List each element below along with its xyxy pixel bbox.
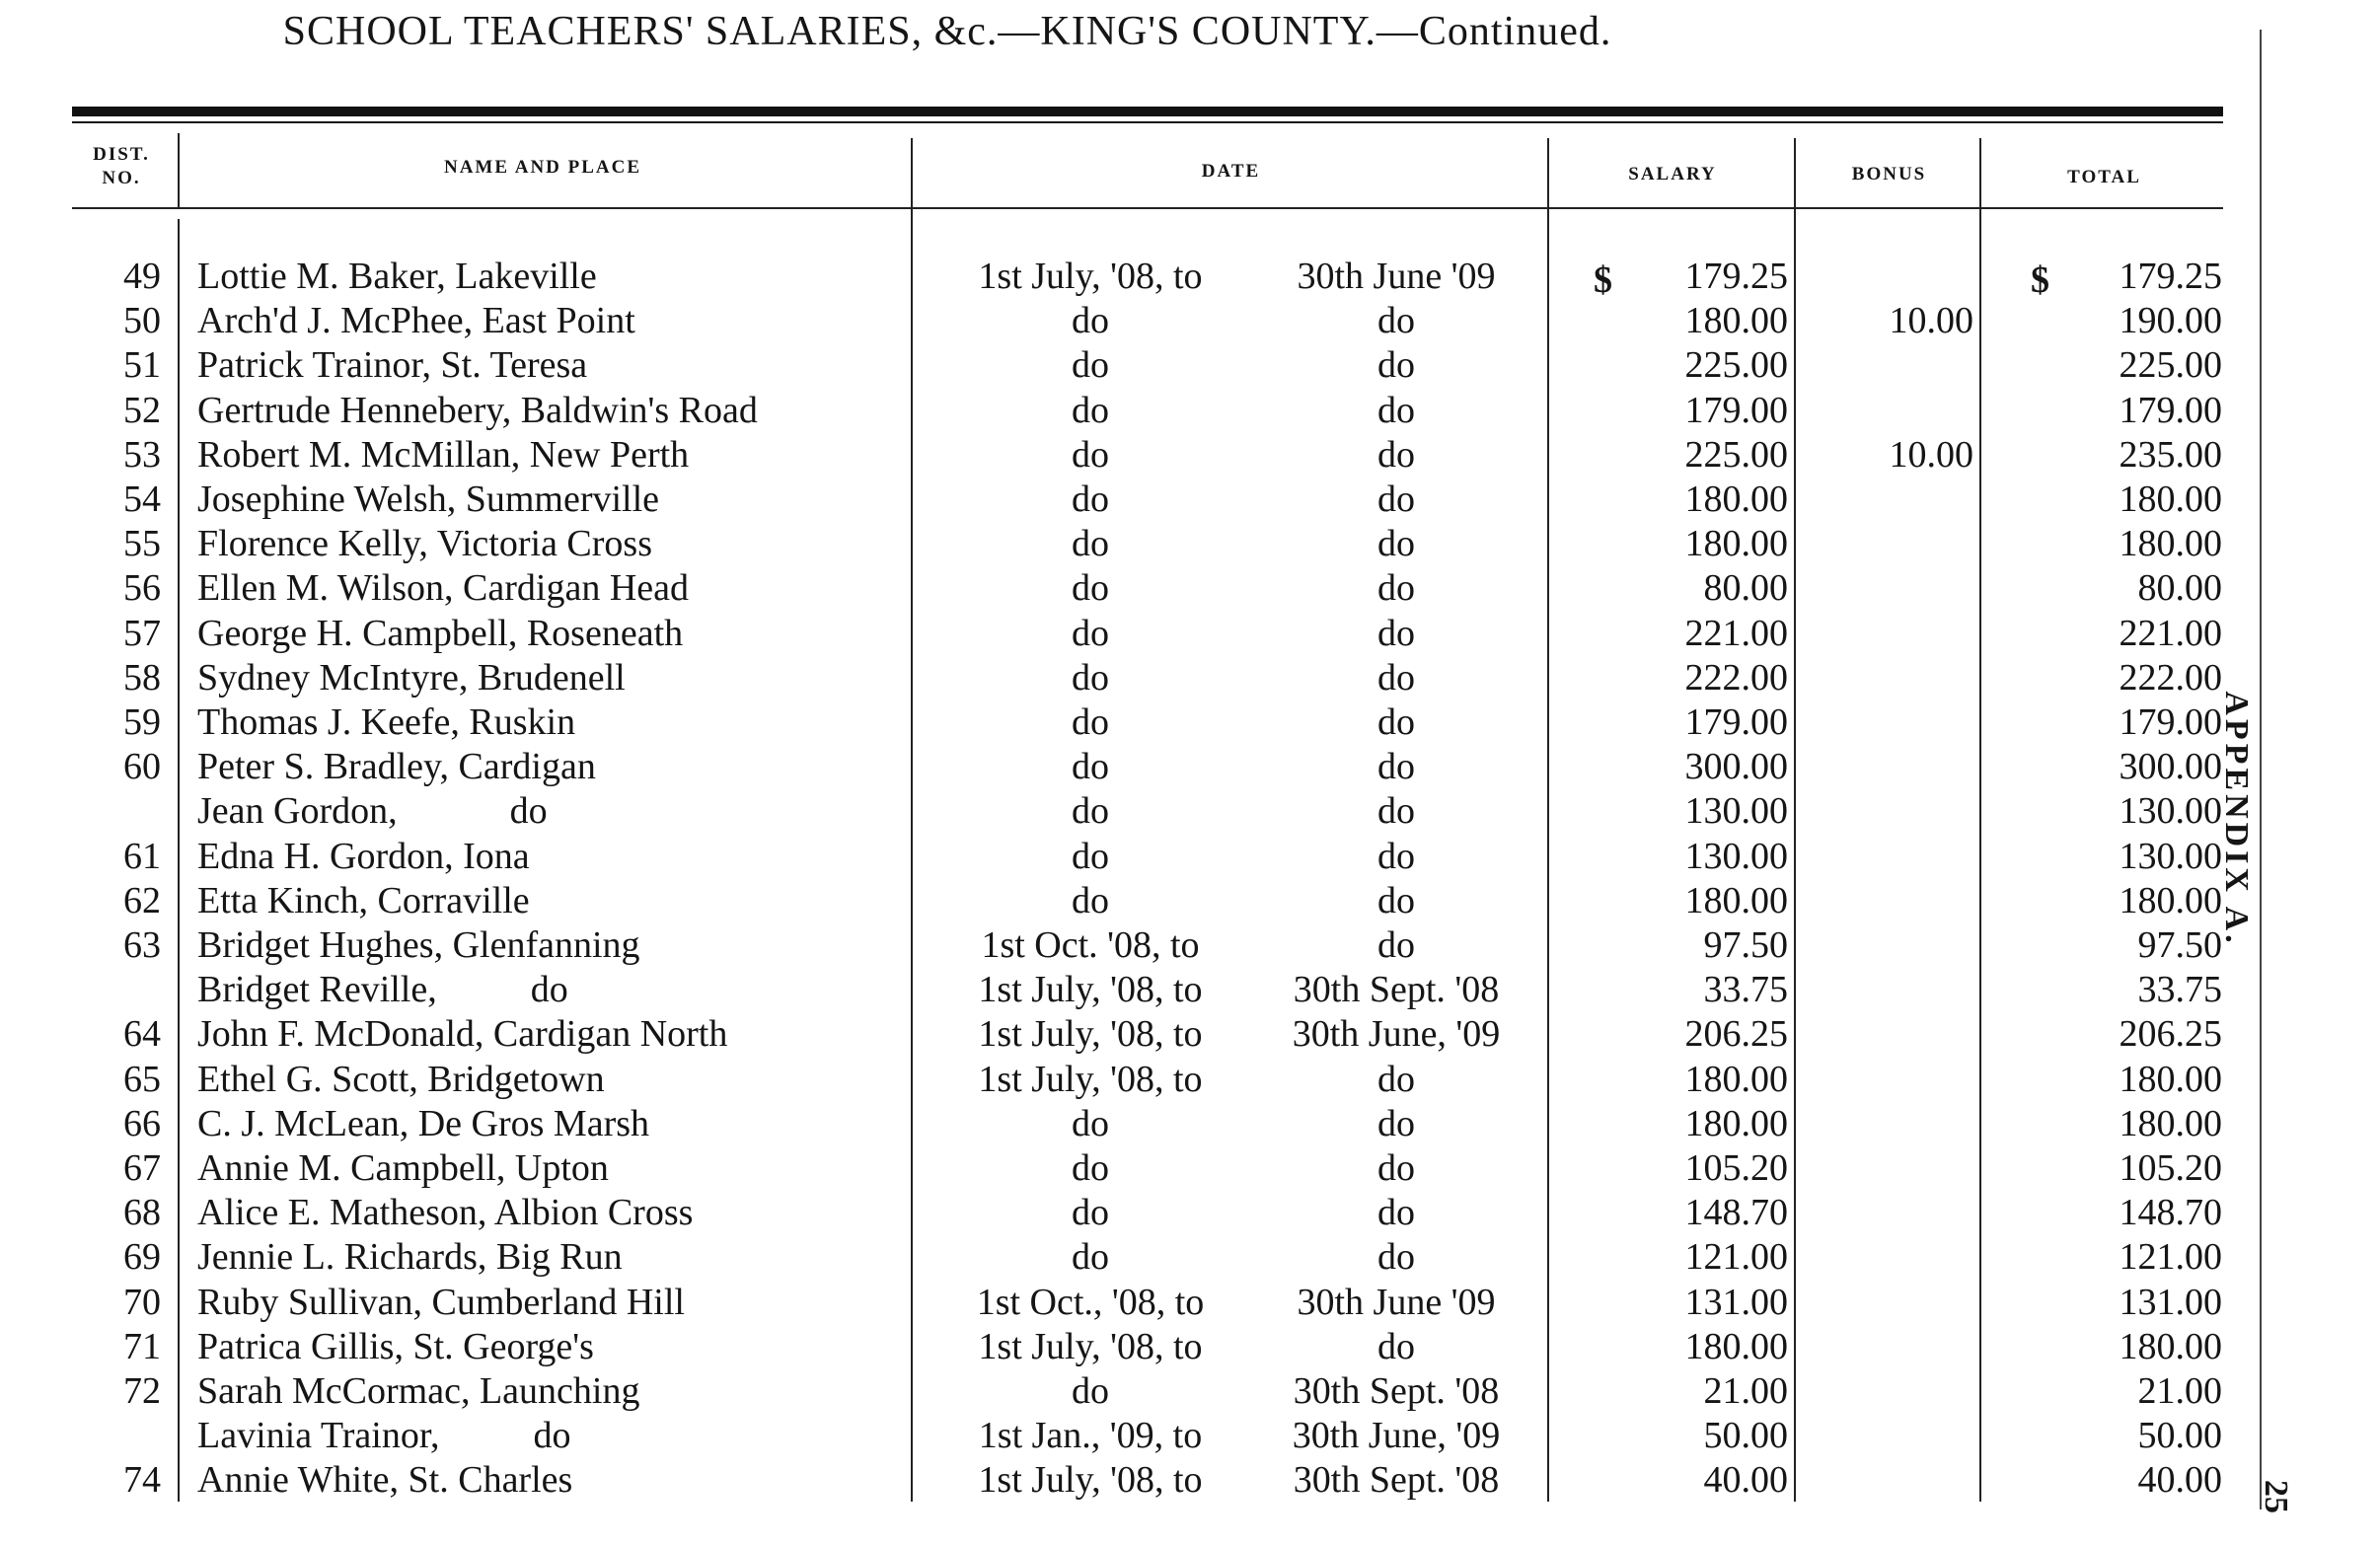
column-rule: [178, 133, 180, 207]
column-header-dist: DIST. NO.: [93, 144, 150, 188]
total-amount: 179.00: [2119, 389, 2222, 431]
table-row: [0, 1012, 2250, 1057]
table-row: [0, 923, 2250, 968]
total-amount: 225.00: [2119, 344, 2222, 387]
teacher-name-place: Lavinia Trainor, do: [197, 1415, 571, 1457]
teacher-name-place: Patrick Trainor, St. Teresa: [197, 344, 588, 387]
bonus-amount: 10.00: [1889, 300, 1973, 342]
table-row: [0, 835, 2250, 879]
teacher-name-place: Gertrude Hennebery, Baldwin's Road: [197, 389, 758, 431]
total-amount: 180.00: [2119, 478, 2222, 520]
column-header-date: DATE: [1201, 161, 1261, 182]
table-row: [0, 789, 2250, 834]
total-amount: 97.50: [2137, 924, 2222, 966]
appendix-label: APPENDIX A.: [2218, 691, 2255, 947]
total-amount: 179.25: [2119, 256, 2222, 297]
salary-amount: 300.00: [1684, 746, 1788, 788]
table-row: [0, 478, 2250, 522]
table-row: [0, 700, 2250, 745]
date-to: do: [1377, 1192, 1415, 1234]
teacher-name-place: Alice E. Matheson, Albion Cross: [197, 1192, 694, 1234]
table-row: [0, 879, 2250, 923]
salary-amount: 179.00: [1684, 701, 1788, 743]
dist-number: 60: [123, 746, 161, 788]
teacher-name-place: Sydney McIntyre, Brudenell: [197, 656, 626, 699]
dist-number: 66: [123, 1102, 161, 1144]
salary-amount: 21.00: [1703, 1370, 1788, 1412]
date-from: do: [1072, 300, 1109, 342]
teacher-name-place: Annie M. Campbell, Upton: [197, 1147, 609, 1189]
date-from: do: [1072, 433, 1109, 476]
date-from: do: [1072, 790, 1109, 833]
total-amount: 222.00: [2119, 656, 2222, 699]
total-amount: 180.00: [2119, 1058, 2222, 1100]
dist-number: 59: [123, 701, 161, 743]
dist-number: 69: [123, 1236, 161, 1279]
table-row: [0, 389, 2250, 433]
teacher-name-place: Edna H. Gordon, Iona: [197, 835, 530, 877]
date-from: 1st July, '08, to: [978, 1459, 1203, 1502]
dist-number: 52: [123, 389, 161, 431]
date-to: do: [1377, 433, 1415, 476]
header-bottom-rule: [72, 207, 2223, 209]
dist-number: 54: [123, 478, 161, 520]
teacher-name-place: Ellen M. Wilson, Cardigan Head: [197, 567, 690, 610]
date-from: 1st July, '08, to: [978, 1325, 1203, 1367]
page-title: SCHOOL TEACHERS' SALARIES, &c.—KING'S COUNTY.—Continued.: [282, 9, 1612, 54]
salary-amount: 179.25: [1684, 256, 1788, 297]
date-from: 1st July, '08, to: [978, 256, 1203, 297]
table-row: [0, 745, 2250, 789]
salary-amount: 225.00: [1684, 433, 1788, 476]
table-row: [0, 1102, 2250, 1146]
date-from: do: [1072, 478, 1109, 520]
date-from: do: [1072, 1102, 1109, 1144]
salary-amount: 180.00: [1684, 1058, 1788, 1100]
teacher-name-place: Ruby Sullivan, Cumberland Hill: [197, 1281, 685, 1323]
salary-amount: 50.00: [1703, 1415, 1788, 1457]
date-to: do: [1377, 389, 1415, 431]
date-to: do: [1377, 1236, 1415, 1279]
date-to: 30th Sept. '08: [1293, 969, 1500, 1011]
date-to: do: [1377, 924, 1415, 966]
table-row: [0, 1325, 2250, 1369]
date-from: 1st Oct., '08, to: [976, 1281, 1205, 1323]
teacher-name-place: Annie White, St. Charles: [197, 1459, 573, 1502]
dist-number: 70: [123, 1281, 161, 1323]
date-from: do: [1072, 389, 1109, 431]
date-from: 1st Oct. '08, to: [981, 924, 1200, 966]
dist-number: 63: [123, 924, 161, 966]
dist-number: 74: [123, 1459, 161, 1502]
total-amount: 235.00: [2119, 433, 2222, 476]
date-to: do: [1377, 879, 1415, 921]
total-amount: 179.00: [2119, 701, 2222, 743]
date-from: do: [1072, 879, 1109, 921]
salary-amount: 180.00: [1684, 478, 1788, 520]
total-amount: 180.00: [2119, 1102, 2222, 1144]
date-to: do: [1377, 790, 1415, 833]
total-amount: 180.00: [2119, 879, 2222, 921]
salary-amount: 130.00: [1684, 835, 1788, 877]
table-row: [0, 1058, 2250, 1102]
teacher-name-place: Peter S. Bradley, Cardigan: [197, 746, 596, 788]
bonus-amount: 10.00: [1889, 433, 1973, 476]
date-to: do: [1377, 612, 1415, 654]
date-from: do: [1072, 746, 1109, 788]
table-row: [0, 433, 2250, 478]
dist-number: 67: [123, 1147, 161, 1189]
date-to: 30th Sept. '08: [1293, 1459, 1500, 1502]
date-to: do: [1377, 1147, 1415, 1189]
table-row: [0, 255, 2250, 299]
date-to: do: [1377, 746, 1415, 788]
date-from: do: [1072, 701, 1109, 743]
salary-amount: 221.00: [1684, 612, 1788, 654]
teacher-name-place: Ethel G. Scott, Bridgetown: [197, 1058, 605, 1100]
column-header-name: NAME AND PLACE: [443, 157, 642, 178]
column-header-bonus: BONUS: [1851, 164, 1927, 184]
column-header-salary: SALARY: [1628, 164, 1717, 184]
teacher-name-place: Robert M. McMillan, New Perth: [197, 433, 690, 476]
teacher-name-place: C. J. McLean, De Gros Marsh: [197, 1102, 650, 1144]
date-to: do: [1377, 1102, 1415, 1144]
total-amount: 180.00: [2119, 1325, 2222, 1367]
table-row: [0, 656, 2250, 700]
date-from: 1st Jan., '09, to: [978, 1415, 1203, 1457]
teacher-name-place: Jean Gordon, do: [197, 790, 548, 833]
date-to: do: [1377, 478, 1415, 520]
page-edge-rule: [2260, 30, 2262, 1509]
total-amount: 190.00: [2119, 300, 2222, 342]
table-row: [0, 612, 2250, 656]
teacher-name-place: Sarah McCormac, Launching: [197, 1370, 640, 1412]
teacher-name-place: Josephine Welsh, Summerville: [197, 478, 660, 520]
table-row: [0, 1235, 2250, 1280]
teacher-name-place: Arch'd J. McPhee, East Point: [197, 300, 635, 342]
dist-number: 65: [123, 1058, 161, 1100]
date-to: do: [1377, 701, 1415, 743]
teacher-name-place: Etta Kinch, Corraville: [197, 879, 530, 921]
date-from: do: [1072, 835, 1109, 877]
salary-amount: 180.00: [1684, 879, 1788, 921]
table-row: [0, 1281, 2250, 1325]
table-row: [0, 1369, 2250, 1414]
total-amount: 206.25: [2119, 1013, 2222, 1056]
salary-amount: 80.00: [1703, 567, 1788, 610]
date-to: do: [1377, 523, 1415, 565]
total-amount: 130.00: [2119, 790, 2222, 833]
total-amount: 33.75: [2137, 969, 2222, 1011]
date-to: 30th June, '09: [1292, 1415, 1501, 1457]
salary-amount: 121.00: [1684, 1236, 1788, 1279]
date-from: 1st July, '08, to: [978, 969, 1203, 1011]
date-from: 1st July, '08, to: [978, 1013, 1203, 1056]
dist-number: 53: [123, 433, 161, 476]
date-to: do: [1377, 300, 1415, 342]
date-from: do: [1072, 612, 1109, 654]
header-thin-rule: [72, 121, 2223, 123]
total-amount: 130.00: [2119, 835, 2222, 877]
table-row: [0, 343, 2250, 388]
total-amount: 300.00: [2119, 746, 2222, 788]
total-amount: 80.00: [2137, 567, 2222, 610]
table-row: [0, 1191, 2250, 1235]
salary-amount: 179.00: [1684, 389, 1788, 431]
table-row: [0, 1414, 2250, 1458]
dist-number: 58: [123, 656, 161, 699]
date-from: do: [1072, 344, 1109, 387]
date-from: do: [1072, 1147, 1109, 1189]
date-to: do: [1377, 1058, 1415, 1100]
date-from: do: [1072, 1236, 1109, 1279]
table-row: [0, 1458, 2250, 1503]
date-from: do: [1072, 567, 1109, 610]
dist-number: 57: [123, 612, 161, 654]
dist-number: 68: [123, 1192, 161, 1234]
table-row: [0, 522, 2250, 566]
date-to: do: [1377, 344, 1415, 387]
teacher-name-place: Bridget Reville, do: [197, 969, 568, 1011]
date-to: do: [1377, 567, 1415, 610]
dist-number: 49: [123, 256, 161, 297]
date-from: do: [1072, 656, 1109, 699]
table-row: [0, 1146, 2250, 1191]
date-to: 30th Sept. '08: [1293, 1370, 1500, 1412]
salary-amount: 130.00: [1684, 790, 1788, 833]
column-header-total: TOTAL: [2067, 167, 2141, 187]
dist-number: 72: [123, 1370, 161, 1412]
date-to: 30th June '09: [1297, 1281, 1496, 1323]
table-row: [0, 566, 2250, 611]
salary-amount: 180.00: [1684, 1325, 1788, 1367]
teacher-name-place: John F. McDonald, Cardigan North: [197, 1013, 728, 1056]
dist-number: 51: [123, 344, 161, 387]
total-amount: 105.20: [2119, 1147, 2222, 1189]
page-number: 25: [2258, 1480, 2294, 1513]
table-row: [0, 968, 2250, 1012]
salary-amount: 180.00: [1684, 300, 1788, 342]
dist-number: 55: [123, 523, 161, 565]
dist-number: 71: [123, 1325, 161, 1367]
date-to: do: [1377, 656, 1415, 699]
date-to: 30th June, '09: [1292, 1013, 1501, 1056]
total-amount: 121.00: [2119, 1236, 2222, 1279]
date-to: do: [1377, 835, 1415, 877]
salary-amount: 131.00: [1684, 1281, 1788, 1323]
teacher-name-place: Thomas J. Keefe, Ruskin: [197, 701, 576, 743]
date-to: do: [1377, 1325, 1415, 1367]
currency-symbol-total: $: [2031, 259, 2049, 301]
dist-number: 62: [123, 879, 161, 921]
dist-number: 64: [123, 1013, 161, 1056]
date-from: 1st July, '08, to: [978, 1058, 1203, 1100]
total-amount: 148.70: [2119, 1192, 2222, 1234]
salary-amount: 222.00: [1684, 656, 1788, 699]
dist-number: 50: [123, 300, 161, 342]
salary-amount: 180.00: [1684, 1102, 1788, 1144]
salary-amount: 33.75: [1703, 969, 1788, 1011]
teacher-name-place: Bridget Hughes, Glenfanning: [197, 924, 640, 966]
header-thick-rule: [72, 107, 2223, 116]
total-amount: 50.00: [2137, 1415, 2222, 1457]
salary-amount: 97.50: [1703, 924, 1788, 966]
salary-amount: 105.20: [1684, 1147, 1788, 1189]
salary-amount: 225.00: [1684, 344, 1788, 387]
salary-amount: 180.00: [1684, 523, 1788, 565]
total-amount: 221.00: [2119, 612, 2222, 654]
currency-symbol-salary: $: [1594, 259, 1612, 301]
dist-number: 56: [123, 567, 161, 610]
teacher-name-place: Lottie M. Baker, Lakeville: [197, 256, 597, 297]
date-from: do: [1072, 1370, 1109, 1412]
date-from: do: [1072, 523, 1109, 565]
teacher-name-place: George H. Campbell, Roseneath: [197, 612, 684, 654]
table-row: [0, 299, 2250, 343]
teacher-name-place: Florence Kelly, Victoria Cross: [197, 523, 653, 565]
salary-amount: 40.00: [1703, 1459, 1788, 1502]
date-to: 30th June '09: [1297, 256, 1496, 297]
salary-amount: 206.25: [1684, 1013, 1788, 1056]
teacher-name-place: Patrica Gillis, St. George's: [197, 1325, 594, 1367]
teacher-name-place: Jennie L. Richards, Big Run: [197, 1236, 623, 1279]
total-amount: 21.00: [2137, 1370, 2222, 1412]
total-amount: 180.00: [2119, 523, 2222, 565]
dist-number: 61: [123, 835, 161, 877]
total-amount: 131.00: [2119, 1281, 2222, 1323]
total-amount: 40.00: [2137, 1459, 2222, 1502]
date-from: do: [1072, 1192, 1109, 1234]
salary-amount: 148.70: [1684, 1192, 1788, 1234]
